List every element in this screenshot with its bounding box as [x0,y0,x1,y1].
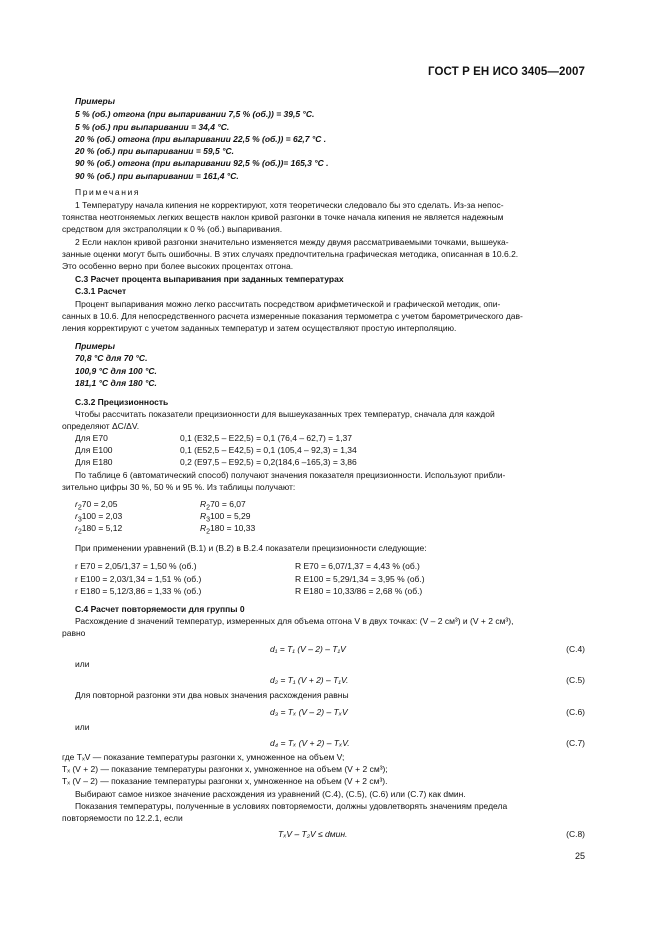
equation-number: (С.5) [566,675,585,685]
result-left: r Е180 = 5,12/3,86 = 1,33 % (об.) [75,586,202,596]
precision-row-label: Для Е100 [75,445,113,455]
paragraph-line: Процент выпаривания можно легко рассчитать посредством арифметической и графической методик, опи- [75,299,501,309]
paragraph-line: зительно цифры 30 %, 50 % и 95 %. Из таблицы получают: [62,482,296,492]
paragraph-line: По таблице 6 (автоматический способ) получают значения показателя прецизионности. Используют прибли- [75,470,506,480]
paragraph-line: Чтобы рассчитать показатели прецизионности для вышеуказанных трех температур, сначала для каждой [75,409,495,419]
example-line: 181,1 °С для 180 °С. [75,378,157,388]
R-value: $R_270 = 6,07$ [200,499,246,512]
equation-number: (С.8) [566,829,585,839]
precision-row-label: Для Е70 [75,433,108,443]
page-number: 25 [574,851,585,861]
precision-row-label: Для Е180 [75,457,113,467]
equation: d₂ = T₁ (V + 2) – T₁V. [270,675,349,685]
paragraph-line: равно [62,628,86,638]
note-2-line: Это особенно верно при более высоких процентах отгона. [62,261,294,271]
or-text: или [75,722,90,732]
where-line: где TₓV — показание температуры разгонки x, умноженное на объем V; [62,752,345,762]
paragraph-line: повторяемости по 12.2.1, если [62,813,183,823]
paragraph-line: ления корректируют с учетом заданных температур и затем осуществляют простую интерполяцию. [62,323,457,333]
result-right: R Е70 = 6,07/1,37 = 4,43 % (об.) [295,561,420,571]
where-line: Tₓ (V – 2) — показание температуры разгонки x, умноженное на объем (V + 2 см³). [62,776,388,786]
section-c4-title: С.4 Расчет повторяемости для группы 0 [75,604,245,614]
section-c3-title: С.3 Расчет процента выпаривания при заданных температурах [75,274,344,284]
result-left: r Е70 = 2,05/1,37 = 1,50 % (об.) [75,561,197,571]
paragraph-line: санных в 10.6. Для непосредственного расчета измеренные показания термометра с учетом барометрического дав- [62,311,523,321]
equation: d₄ = Tₓ (V + 2) – TₓV. [270,738,350,748]
examples-title: Примеры [75,341,115,351]
note-1-line: 1 Температуру начала кипения не корректируют, хотя теоретически следовало бы это сделать. Из-за непос- [75,200,504,210]
examples-title: Примеры [75,96,115,106]
where-line: Tₓ (V + 2) — показание температуры разгонки x, умноженное на объем (V + 2 см³); [62,764,388,774]
paragraph-line: При применении уравнений (В.1) и (В.2) в В.2.4 показатели прецизионности следующие: [75,543,427,553]
equation-number: (С.7) [566,738,585,748]
precision-row-formula: 0,2 (Е97,5 – Е92,5) = 0,2(184,6 –165,3) = 3,86 [180,457,357,467]
r-value: $r_2180 = 5,12$ [75,523,123,536]
note-2-line: 2 Если наклон кривой разгонки значительно изменяется между двумя рассматриваемыми точками, вышеука- [75,237,509,247]
note-1-line: средством для экстраполяции к 0 % (об.) выпаривания. [62,224,283,234]
example-line: 100,9 °С для 100 °С. [75,366,157,376]
example-line: 5 % (об.) отгона (при выпаривании 7,5 % (об.)) = 39,5 °С. [75,109,315,119]
note-1-line: тоянства неотгоняемых легких веществ наклон кривой разгонки в точке начала кипения не является надежным [62,212,504,222]
or-text: или [75,659,90,669]
paragraph-line: Для повторной разгонки эти два новых значения расхождения равны [75,690,349,700]
example-line: 5 % (об.) при выпаривании = 34,4 °С. [75,122,230,132]
equation: TₓV – T₂V ≤ dмин. [278,829,348,839]
result-left: r Е100 = 2,03/1,34 = 1,51 % (об.) [75,574,202,584]
paragraph-line: Показания температуры, полученные в условиях повторяемости, должны удовлетворять значениям предела [75,801,508,811]
section-c32-title: С.3.2 Прецизионность [75,397,169,407]
section-c31-title: С.3.1 Расчет [75,286,127,296]
precision-row-formula: 0,1 (Е52,5 – Е42,5) = 0,1 (105,4 – 92,3) = 1,34 [180,445,357,455]
precision-row-formula: 0,1 (Е32,5 – Е22,5) = 0,1 (76,4 – 62,7) = 1,37 [180,433,353,443]
R-value: $R_3100 = 5,29$ [200,511,251,524]
equation: d₁ = T₁ (V – 2) – T₁V [270,644,346,654]
paragraph-line: определяют ΔC/ΔV. [62,421,140,431]
r-value: $r_270 = 2,05$ [75,499,118,512]
paragraph-line: Расхождение d значений температур, измеренных для объема отгона V в двух точках: (V – 2 см³) и (V + 2 см³), [75,616,514,626]
example-line: 20 % (об.) при выпаривании = 59,5 °С. [75,146,234,156]
example-line: 90 % (об.) отгона (при выпаривании 92,5 % (об.))= 165,3 °С . [75,158,329,168]
note-2-line: занные оценки могут быть ошибочны. В этих случаях предпочтительна графическая методика, описанная в 10.6.2. [62,249,519,259]
equation-number: (С.6) [566,707,585,717]
R-value: $R_2180 = 10,33$ [200,523,256,536]
example-line: 20 % (об.) отгона (при выпаривании 22,5 % (об.)) = 62,7 °С . [75,134,327,144]
result-right: R Е100 = 5,29/1,34 = 3,95 % (об.) [295,574,425,584]
equation-number: (С.4) [566,644,585,654]
paragraph-line: Выбирают самое низкое значение расхождения из уравнений (С.4), (С.5), (С.6) или (С.7) как dмин. [75,789,466,799]
standard-header: ГОСТ Р ЕН ИСО 3405—2007 [428,66,585,78]
result-right: R Е180 = 10,33/86 = 2,68 % (об.) [295,586,423,596]
r-value: $r_3100 = 2,03$ [75,511,123,524]
equation: d₃ = Tₓ (V – 2) – TₓV [270,707,348,717]
notes-title: Примечания [75,187,141,197]
example-line: 90 % (об.) при выпаривании = 161,4 °С. [75,171,239,181]
example-line: 70,8 °С для 70 °С. [75,353,148,363]
